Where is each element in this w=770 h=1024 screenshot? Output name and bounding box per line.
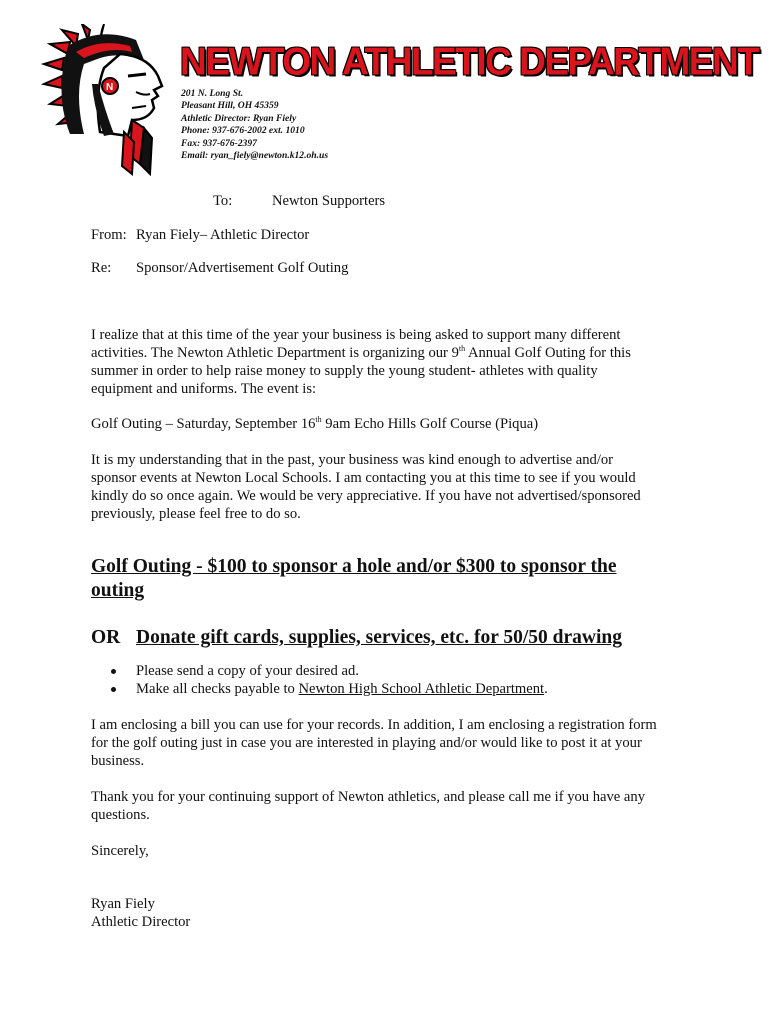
- donate-heading: Donate gift cards, supplies, services, etc. for 50/50 drawing: [136, 627, 623, 648]
- paragraph-line: sponsor events at Newton Local Schools. I am contacting you at this time to see if you would: [91, 470, 636, 486]
- bullet-list: [111, 662, 548, 698]
- indian-head-logo-icon: [40, 24, 180, 184]
- department-title: NEWTON ATHLETIC DEPARTMENT: [180, 40, 759, 84]
- payee-name: Newton High School Athletic Department: [298, 681, 545, 697]
- svg-text:N: N: [106, 82, 114, 93]
- paragraph-line: kindly do so once again. We would be very appreciative. If you have not advertised/sponsored: [91, 488, 641, 504]
- list-item-text: [136, 681, 548, 697]
- paragraph-line: [91, 344, 691, 362]
- list-item: [111, 680, 548, 698]
- paragraph-line: previously, please feel free to do so.: [91, 506, 301, 522]
- paragraph-line: equipment and uniforms. The event is:: [91, 381, 317, 397]
- paragraph-text: activities. The Newton Athletic Department is organizing our 9: [91, 345, 459, 361]
- heading-line: Golf Outing - $100 to sponsor a hole and/or $300 to sponsor the: [91, 556, 617, 577]
- paragraph-line: I realize that at this time of the year your business is being asked to support many different: [91, 327, 621, 343]
- event-line: [91, 415, 691, 433]
- list-item-text: Please send a copy of your desired ad.: [136, 663, 359, 679]
- list-item: [111, 662, 523, 680]
- address-line: Phone: 937-676-2002 ext. 1010: [181, 125, 305, 137]
- signature-title: Athletic Director: [91, 914, 191, 930]
- enclosure-paragraph: [91, 716, 691, 770]
- paragraph-line: I am enclosing a bill you can use for your records. In addition, I am enclosing a registration form: [91, 717, 657, 733]
- history-paragraph: [91, 451, 691, 523]
- bullet-icon: [111, 669, 116, 674]
- memo-re-value: Sponsor/Advertisement Golf Outing: [136, 260, 349, 276]
- paragraph-line: summer in order to help raise money to supply the young student- athletes with quality: [91, 363, 598, 379]
- list-item-text-part: Make all checks payable to: [136, 681, 299, 697]
- golf-outing-heading: [91, 555, 617, 603]
- memo-to-label: To:: [213, 193, 233, 209]
- intro-paragraph: [91, 326, 691, 398]
- superscript: th: [315, 415, 322, 424]
- superscript: th: [458, 344, 466, 353]
- event-text: 9am Echo Hills Golf Course (Piqua): [321, 416, 539, 432]
- paragraph-line: business.: [91, 753, 145, 769]
- paragraph-line: It is my understanding that in the past, your business was kind enough to advertise and/or: [91, 452, 614, 468]
- paragraph-line: for the golf outing just in case you are interested in playing and/or would like to post it at your: [91, 735, 642, 751]
- address-line: Email: ryan_fiely@newton.k12.oh.us: [181, 150, 329, 162]
- address-block: [181, 88, 328, 162]
- address-line: 201 N. Long St.: [181, 88, 244, 99]
- signature-block: [91, 895, 691, 931]
- heading-line: outing: [91, 580, 145, 601]
- signature-name: Ryan Fiely: [91, 896, 155, 912]
- list-item-text-part: .: [544, 681, 548, 697]
- address-line: Athletic Director: Ryan Fiely: [181, 112, 297, 124]
- or-label: OR: [91, 627, 121, 648]
- thanks-paragraph: [91, 788, 691, 824]
- memo-to-value: Newton Supporters: [272, 193, 386, 209]
- event-text: Golf Outing – Saturday, September 16: [91, 416, 316, 432]
- memo-from-label: From:: [91, 227, 127, 243]
- memo-re-label: Re:: [91, 260, 112, 276]
- closing: Sincerely,: [91, 843, 149, 859]
- paragraph-line: questions.: [91, 807, 150, 823]
- address-line: Pleasant Hill, OH 45359: [181, 100, 279, 112]
- bullet-icon: [111, 687, 116, 692]
- address-line: Fax: 937-676-2397: [181, 137, 257, 149]
- memo-from-value: Ryan Fiely– Athletic Director: [136, 227, 310, 243]
- paragraph-text: Annual Golf Outing for this: [465, 345, 631, 361]
- paragraph-line: Thank you for your continuing support of Newton athletics, and please call me if you have any: [91, 789, 646, 805]
